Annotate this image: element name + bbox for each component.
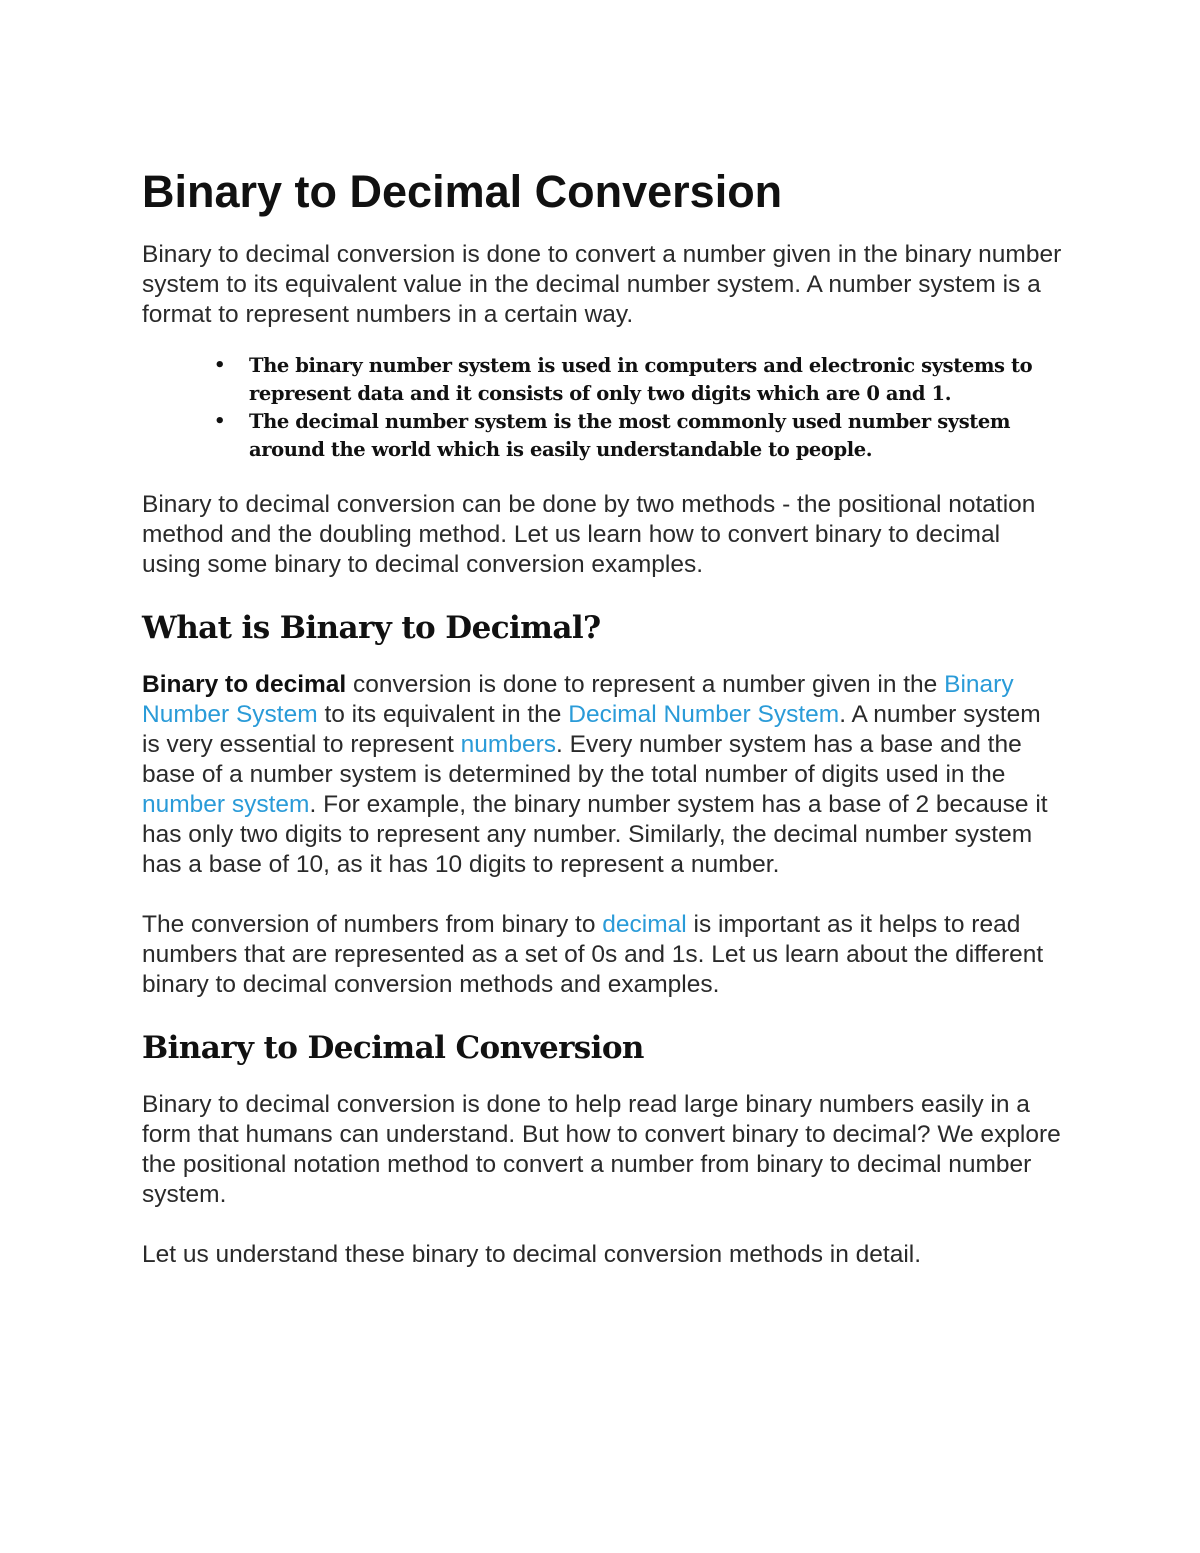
conversion-paragraph: Binary to decimal conversion is done to help read large binary numbers easily in a form that humans can understand. But how to convert binary to decimal? We explore the positional notation method to convert a number from binary to decimal number system.: [142, 1091, 1061, 1208]
paragraph-text: . A number system is very essential to represent: [142, 701, 1041, 758]
importance-paragraph: [142, 910, 1062, 1000]
page-title: Binary to Decimal Conversion: [142, 166, 783, 217]
link-number-system[interactable]: number system: [142, 791, 310, 818]
paragraph-text: . Every number system has a base and the base of a number system is determined by the total number of digits used in the: [142, 731, 1022, 788]
paragraph-text: is important as it helps to read numbers that are represented as a set of 0s and 1s. Let us learn about the different binary to decimal conversion methods and examples.: [142, 911, 1044, 998]
bullet-text: The binary number system is used in computers and electronic systems to represent data and it consists of only two digits which are 0 and 1.: [249, 354, 1033, 405]
bullet-icon: •: [214, 411, 226, 432]
section-heading-what-is: What is Binary to Decimal?: [142, 610, 601, 646]
closing-paragraph: Let us understand these binary to decimal conversion methods in detail.: [142, 1241, 922, 1268]
spacer: [142, 1210, 1062, 1240]
list-item: [142, 408, 1062, 464]
bullet-text: The decimal number system is the most commonly used number system around the world which is easily understandable to people.: [249, 410, 1011, 461]
paragraph-text: . For example, the binary number system has a base of 2 because it has only two digits to represent any number. Similarly, the decimal number system has a base of 10, as it has 10 digits to represent a number.: [142, 791, 1048, 878]
definition-paragraph: [142, 670, 1062, 880]
link-numbers[interactable]: numbers: [460, 731, 556, 758]
intro-paragraph: Binary to decimal conversion is done to convert a number given in the binary number system to its equivalent value in the decimal number system. A number system is a format to represent numbers in a certain way.: [142, 241, 1062, 328]
paragraph-text: The conversion of numbers from binary to: [142, 911, 603, 938]
methods-paragraph: Binary to decimal conversion can be done by two methods - the positional notation method and the doubling method. Let us learn how to convert binary to decimal using some binary to decimal conversion examples.: [142, 491, 1036, 578]
link-decimal-number-system[interactable]: Decimal Number System: [568, 701, 840, 728]
paragraph-text: to its equivalent in the: [317, 701, 569, 728]
bold-lead: Binary to decimal: [142, 671, 347, 698]
spacer: [142, 880, 1062, 910]
bullet-list: [142, 352, 1062, 464]
document-page: [142, 162, 1062, 1270]
section-heading-conversion: Binary to Decimal Conversion: [142, 1030, 644, 1066]
list-item: [142, 352, 1062, 408]
link-binary-number-system[interactable]: Binary Number System: [142, 671, 1014, 728]
link-decimal[interactable]: decimal: [602, 911, 687, 938]
paragraph-text: conversion is done to represent a number given in the: [346, 671, 945, 698]
bullet-icon: •: [214, 355, 226, 376]
